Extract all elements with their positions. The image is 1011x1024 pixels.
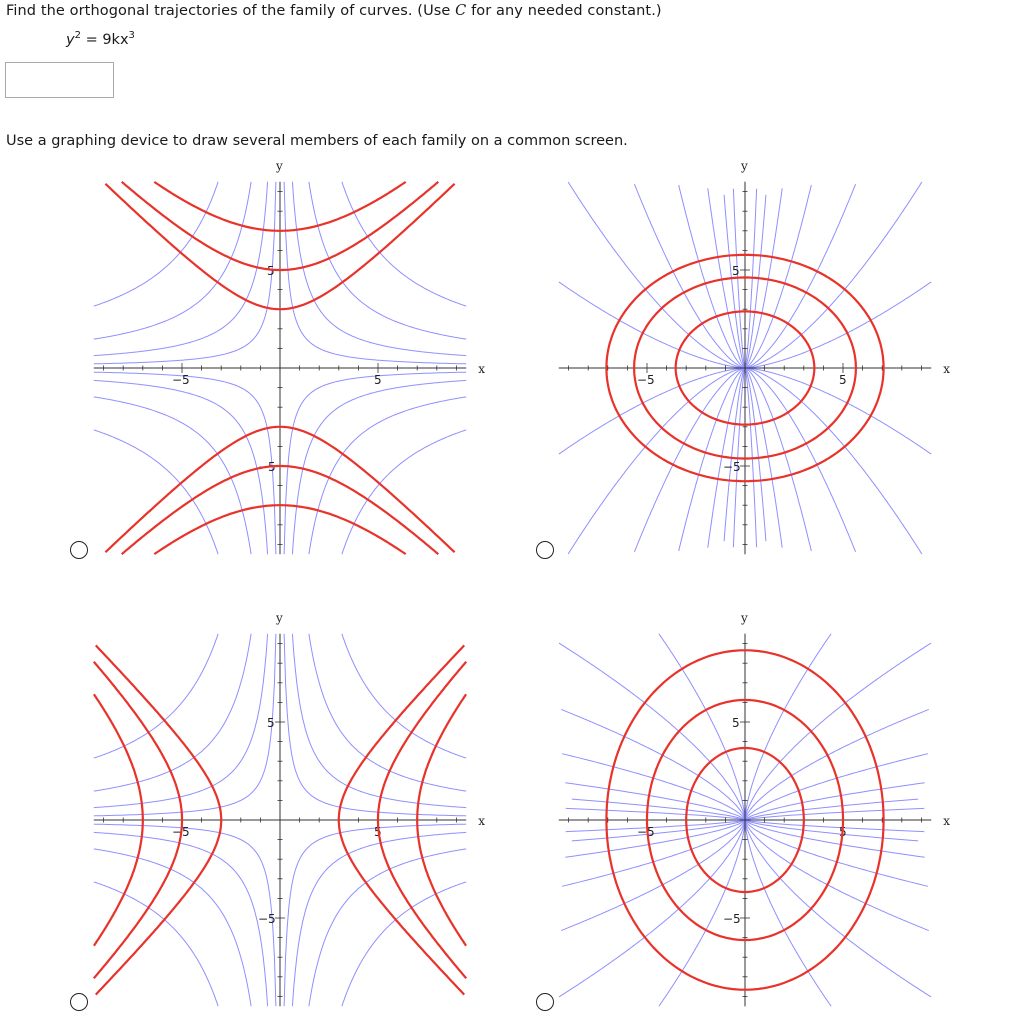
equation-middle: = 9kx	[80, 32, 129, 48]
blue-curve	[292, 832, 466, 1006]
question-text	[6, 3, 662, 19]
blue-curve	[284, 372, 466, 554]
blue-curve	[559, 282, 745, 368]
radio-option-d[interactable]	[536, 993, 554, 1011]
blue-curve	[745, 185, 811, 368]
radio-option-b[interactable]	[536, 541, 554, 559]
equation-lhs-exponent: 2	[74, 30, 81, 41]
blue-curve	[745, 820, 929, 931]
radio-option-c[interactable]	[70, 993, 88, 1011]
blue-curve	[94, 182, 218, 306]
blue-curve	[284, 824, 466, 1006]
y-axis-label: y	[276, 160, 283, 173]
answer-input[interactable]	[5, 62, 114, 98]
x-tick-label-neg: −5	[637, 825, 655, 839]
blue-curve	[342, 634, 466, 758]
x-tick-label-neg: −5	[637, 373, 655, 387]
blue-curve	[561, 709, 745, 820]
blue-curve	[94, 634, 268, 808]
y-axis-label: y	[276, 612, 283, 625]
y-tick-label-neg: −5	[258, 460, 276, 474]
question-prefix: Find the orthogonal trajectories of the family of curves. (Use	[6, 3, 456, 19]
blue-curve	[342, 182, 466, 306]
blue-curve	[94, 430, 218, 554]
blue-curve	[745, 368, 856, 552]
question-suffix: for any needed constant.)	[466, 3, 662, 19]
x-tick-label-pos: 5	[374, 373, 382, 387]
x-tick-label-neg: −5	[172, 825, 190, 839]
blue-curve	[745, 634, 831, 820]
blue-curve	[94, 182, 276, 364]
blue-curve	[745, 820, 831, 1006]
blue-curve	[292, 182, 466, 356]
blue-curve	[94, 832, 268, 1006]
y-tick-label-pos: 5	[267, 716, 275, 730]
blue-curve	[745, 368, 811, 551]
y-tick-label-pos: 5	[732, 716, 740, 730]
blue-curve	[745, 282, 931, 368]
x-tick-label-neg: −5	[172, 373, 190, 387]
equation-rhs-exponent: 3	[128, 30, 135, 41]
x-axis-label: x	[478, 362, 485, 376]
blue-curve	[292, 380, 466, 554]
equation-lhs: y	[66, 32, 75, 48]
blue-curve	[745, 709, 929, 820]
y-axis-label: y	[741, 612, 748, 625]
graph-option-b	[555, 160, 955, 560]
y-axis-label: y	[741, 160, 748, 173]
blue-curve	[94, 824, 276, 1006]
graph-option-a	[90, 160, 490, 560]
blue-curve	[94, 380, 268, 554]
blue-curve	[562, 754, 745, 820]
x-axis-label: x	[943, 362, 950, 376]
blue-curve	[94, 634, 218, 758]
x-tick-label-pos: 5	[839, 825, 847, 839]
blue-curve	[634, 184, 745, 368]
blue-curve	[745, 820, 928, 886]
blue-curve	[745, 754, 928, 820]
blue-curve	[342, 430, 466, 554]
blue-curve	[94, 372, 276, 554]
y-tick-label-neg: −5	[723, 460, 741, 474]
x-axis-label: x	[478, 814, 485, 828]
graph-option-d	[555, 612, 955, 1012]
blue-curve	[94, 634, 276, 816]
x-tick-label-pos: 5	[374, 825, 382, 839]
y-tick-label-neg: −5	[723, 912, 741, 926]
blue-curve	[745, 184, 856, 368]
y-tick-label-pos: 5	[267, 264, 275, 278]
y-tick-label-neg: −5	[258, 912, 276, 926]
blue-curve	[94, 182, 268, 356]
blue-curve	[284, 182, 466, 364]
curve-equation	[66, 30, 135, 48]
blue-curve	[342, 882, 466, 1006]
blue-curve	[94, 882, 218, 1006]
x-tick-label-pos: 5	[839, 373, 847, 387]
radio-option-a[interactable]	[70, 541, 88, 559]
blue-curve	[284, 634, 466, 816]
blue-curve	[292, 634, 466, 808]
instruction-text: Use a graphing device to draw several members of each family on a common screen.	[6, 133, 628, 149]
graph-option-c	[90, 612, 490, 1012]
x-axis-label: x	[943, 814, 950, 828]
y-tick-label-pos: 5	[732, 264, 740, 278]
constant-variable: C	[455, 3, 467, 19]
